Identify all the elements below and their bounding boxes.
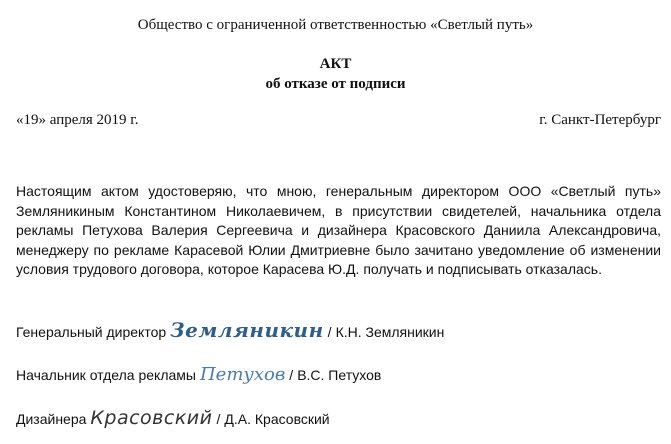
handwritten-signature: Земляникин: [170, 318, 324, 342]
signatory-role: Дизайнера: [16, 411, 87, 427]
signature-separator: /: [216, 411, 221, 427]
handwritten-signature: Красовский: [90, 407, 213, 429]
document-city: г. Санкт-Петербург: [539, 112, 661, 128]
handwritten-signature: Петухов: [199, 364, 286, 385]
signature-separator: /: [327, 324, 332, 340]
act-body-paragraph: Настоящим актом удостоверяю, что мною, генеральным директором ООО «Светлый путь» Земляникиным Константином Николаевичем, в присутствии свидетелей, начальника отдела рекламы Петухова Валерия Сергеевича и дизайнера Красовского Даниила Александровича, менеджеру по рекламе Карасевой Юлии Дмитриевне было зачитано уведомление об изменении условия трудового договора, которое Карасева Ю.Д. получать и подписывать отказалась.: [16, 183, 661, 277]
document-subtitle: об отказе от подписи: [265, 76, 406, 92]
document-date: «19» апреля 2019 г.: [16, 112, 139, 128]
signatory-role: Генеральный директор: [16, 324, 167, 340]
signatory-name: К.Н. Земляникин: [335, 324, 445, 340]
signatory-name: В.С. Петухов: [297, 367, 382, 383]
document-title: АКТ: [319, 56, 352, 72]
signature-row-ad-head: [16, 364, 381, 385]
signature-row-designer: [16, 407, 330, 429]
signatory-name: Д.А. Красовский: [224, 411, 330, 427]
signature-row-director: [16, 318, 444, 342]
organization-name: Общество с ограниченной ответственностью «Светлый путь»: [137, 17, 534, 33]
signature-separator: /: [289, 367, 294, 383]
date-location-row: [16, 112, 661, 129]
signatory-role: Начальник отдела рекламы: [16, 367, 196, 383]
